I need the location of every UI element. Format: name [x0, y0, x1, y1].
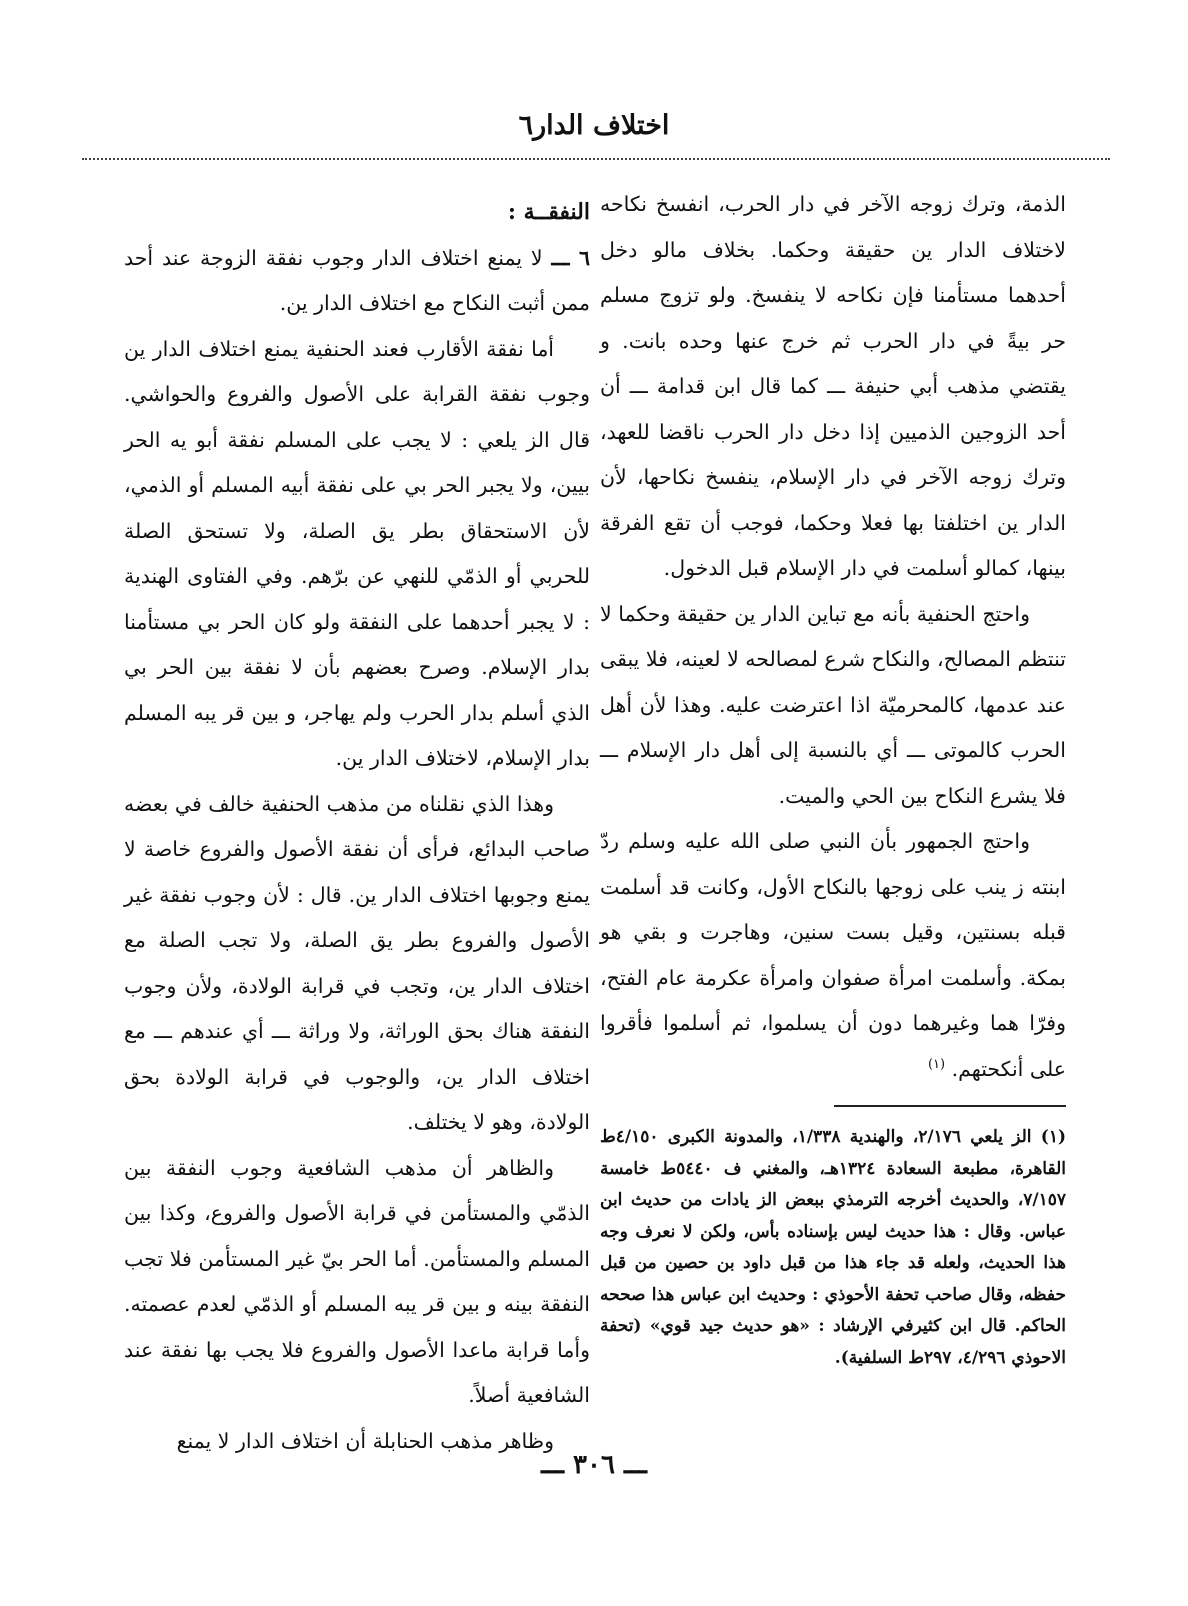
body-paragraph: والظاهر أن مذهب الشافعية وجوب النفقة بين الذمّي والمستأمن في قرابة الأصول والفروع، وكذا بين المسلم والمستأمن. أما الحر بيّ غير المستأمن فلا تجب النفقة بينه و بين قر يبه المسلم أو الذمّي لعدم عصمته. وأما قرابة ماعدا الأصول والفروع فلا يجب بها نفقة عند الشافعية أصلاً.: [124, 1155, 590, 1407]
section-heading: النفقــة :: [507, 199, 590, 225]
footnote-item: (١) الز يلعي ٢/١٧٦، والهندية ١/٣٣٨، والمدونة الكبرى ٤/١٥٠ط القاهرة، مطبعة السعادة ١٣٢٤هـ، والمغني ف ٥٤٤٠ط خامسة ٧/١٥٧، والحديث أخرجه الترمذي ببعض الز يادات من حديث ابن عباس. وقال : هذا حديث ليس بإسناده بأس، ولكن لا نعرف وجه هذا الحديث، ولعله قد جاء هذا من قبل داود بن حصين من قبل حفظه، وقال صاحب تحفة الأحوذي : وحديث ابن عباس هذا صححه الحاكم. قال ابن كثيرفي الإرشاد : «هو حديث جيد قوي» (تحفة الاحوذي ٤/٢٩٦، ٢٩٧ط السلفية).: [600, 1127, 1066, 1368]
paragraph-number: ٦ ـــ: [551, 245, 590, 270]
footnotes: [600, 1122, 1066, 1374]
footnote-separator: [834, 1105, 1066, 1107]
left-column: [124, 190, 590, 1464]
running-title: اختلاف الدار٦: [518, 110, 670, 141]
page-number: ـــ ٣٠٦ ـــ: [541, 1450, 647, 1480]
body-paragraph: وهذا الذي نقلناه من مذهب الحنفية خالف في بعضه صاحب البدائع، فرأى أن نفقة الأصول والفروع خاصة لا يمنع وجوبها اختلاف الدار ين. قال : لأن وجوب نفقة غير الأصول والفروع بطر يق الصلة، ولا تجب الصلة مع اختلاف الدار ين، وتجب في قرابة الولادة، ولأن وجوب النفقة هناك بحق الوراثة، ولا وراثة ـــ أي عندهم ـــ مع اختلاف الدار ين، والوجوب في قرابة الولادة بحق الولادة، وهو لا يختلف.: [124, 791, 590, 1134]
body-paragraph: أما نفقة الأقارب فعند الحنفية يمنع اختلاف الدار ين وجوب نفقة القرابة على الأصول والفروع والحواشي. قال الز يلعي : لا يجب على المسلم نفقة أبو يه الحر بيين، ولا يجبر الحر بي على نفقة أبيه المسلم أو الذمي، لأن الاستحقاق بطر يق الصلة، ولا تستحق الصلة للحربي أو الذمّي للنهي عن برّهم. وفي الفتاوى الهندية : لا يجبر أحدهما على النفقة ولو كان الحر بي مستأمنا بدار الإسلام. وصرح بعضهم بأن لا نفقة بين الحر بي الذي أسلم بدار الحرب ولم يهاجر، و بين قر يبه المسلم بدار الإسلام، لاختلاف الدار ين.: [124, 336, 590, 770]
body-paragraph: الذمة، وترك زوجه الآخر في دار الحرب، انفسخ نكاحه لاختلاف الدار ين حقيقة وحكما. بخلاف مالو دخل أحدهما مستأمنا فإن نكاحه لا ينفسخ. ولو تزوج مسلم حر بيةً في دار الحرب ثم خرج عنها وحده بانت. و يقتضي مذهب أبي حنيفة ـــ كما قال ابن قدامة ـــ أن أحد الزوجين الذميين إذا دخل دار الحرب ناقضا للعهد، وترك زوجه الآخر في دار الإسلام، ينفسخ نكاحها، لأن الدار ين اختلفتا بها فعلا وحكما، فوجب أن تقع الفرقة بينها، كمالو أسلمت في دار الإسلام قبل الدخول.: [600, 192, 1066, 580]
footnote-reference: (١): [927, 1056, 946, 1072]
numbered-paragraph: ٦ ـــ لا يمنع اختلاف الدار وجوب نفقة الزوجة عند أحد ممن أثبت النكاح مع اختلاف الدار ين.: [124, 245, 590, 315]
header-dotted-rule: [82, 158, 1110, 160]
body-paragraph: واحتج الجمهور بأن النبي صلى الله عليه وسلم ردّ ابنته ز ينب على زوجها بالنكاح الأول، وكانت قد أسلمت قبله بسنتين، وقيل بست سنين، وهاجرت و بقي هو بمكة. وأسلمت امرأة صفوان وامرأة عكرمة عام الفتح، وفرّا هما وغيرهما دون أن يسلموا، ثم أسلموا فأقروا على أنكحتهم. $^{(١)}$: [600, 829, 1066, 1081]
body-paragraph: وظاهر مذهب الحنابلة أن اختلاف الدار لا يمنع: [176, 1428, 554, 1453]
right-column: [600, 182, 1066, 1092]
body-paragraph: واحتج الحنفية بأنه مع تباين الدار ين حقيقة وحكما لا تنتظم المصالح، والنكاح شرع لمصالحه لا لعينه، فلا يبقى عند عدمها، كالمحرميّة اذا اعترضت عليه. وهذا لأن أهل الحرب كالموتى ـــ أي بالنسبة إلى أهل دار الإسلام ـــ فلا يشرع النكاح بين الحي والميت.: [600, 601, 1066, 808]
